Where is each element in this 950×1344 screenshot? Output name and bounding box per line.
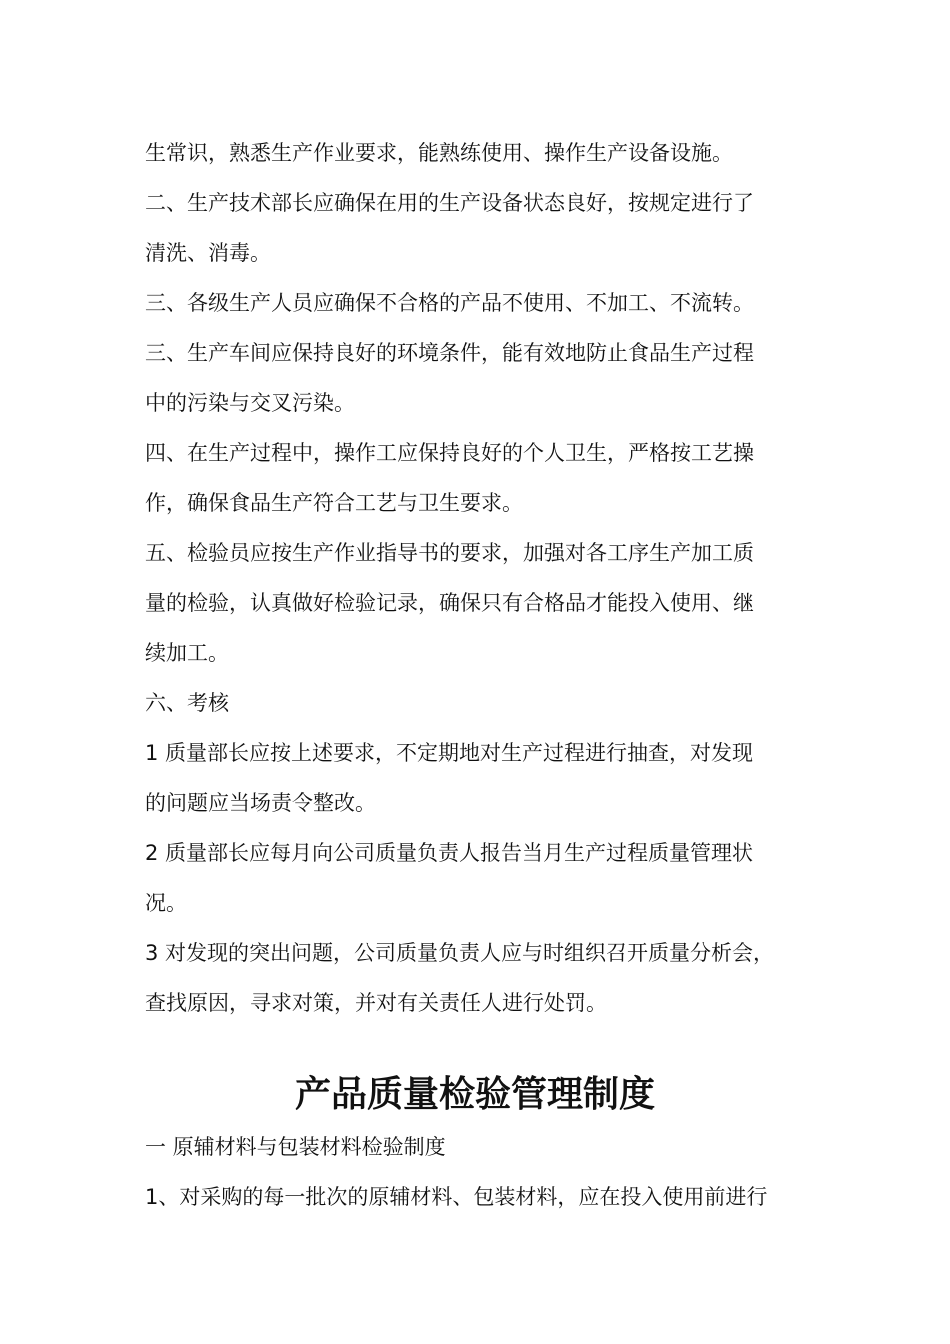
text-line: 2 质量部长应每月向公司质量负责人报告当月生产过程质量管理状 <box>145 841 754 865</box>
text-line: 况。 <box>145 891 187 915</box>
text-line: 量的检验，认真做好检验记录，确保只有合格品才能投入使用、继 <box>145 591 754 615</box>
text-line: 3 对发现的突出问题，公司质量负责人应与时组织召开质量分析会， <box>145 941 775 965</box>
text-line: 作，确保食品生产符合工艺与卫生要求。 <box>145 491 523 515</box>
section-title: 产品质量检验管理制度 <box>294 1074 655 1115</box>
text-line: 四、在生产过程中，操作工应保持良好的个人卫生，严格按工艺操 <box>145 441 754 465</box>
text-line: 六、考核 <box>145 691 229 715</box>
text-line: 1 质量部长应按上述要求，不定期地对生产过程进行抽查，对发现 <box>145 741 754 765</box>
text-line: 五、检验员应按生产作业指导书的要求，加强对各工序生产加工质 <box>145 541 754 565</box>
text-line: 三、生产车间应保持良好的环境条件，能有效地防止食品生产过程 <box>145 341 754 365</box>
text-line: 查找原因，寻求对策，并对有关责任人进行处罚。 <box>145 991 607 1015</box>
section-line: 1、对采购的每一批次的原辅材料、包装材料，应在投入使用前进行 <box>145 1185 768 1209</box>
text-line: 生常识，熟悉生产作业要求，能熟练使用、操作生产设备设施。 <box>145 141 733 165</box>
text-line: 续加工。 <box>145 641 229 665</box>
text-line: 三、各级生产人员应确保不合格的产品不使用、不加工、不流转。 <box>145 291 754 315</box>
text-line: 的问题应当场责令整改。 <box>145 791 376 815</box>
text-line: 二、生产技术部长应确保在用的生产设备状态良好，按规定进行了 <box>145 191 754 215</box>
body-text <box>145 128 810 1028</box>
section-body <box>145 1122 810 1222</box>
section-line: 一 原辅材料与包装材料检验制度 <box>145 1135 446 1159</box>
text-line: 清洗、消毒。 <box>145 241 271 265</box>
text-line: 中的污染与交叉污染。 <box>145 391 355 415</box>
